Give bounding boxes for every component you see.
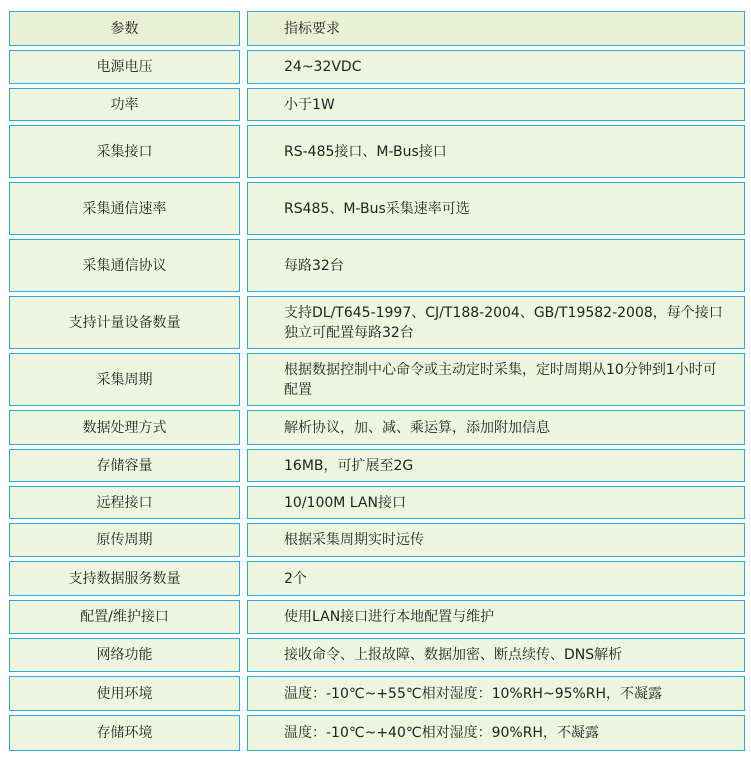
- param-label: 电源电压: [96, 59, 153, 75]
- table-row: [0, 182, 751, 235]
- table-row: [0, 676, 751, 711]
- header-param-label: 参数: [110, 20, 139, 37]
- value-cell: [247, 353, 745, 406]
- table-row: [0, 296, 751, 349]
- table-row: [0, 523, 751, 557]
- param-label: 配置/维护接口: [80, 609, 169, 625]
- param-label: 远程接口: [96, 494, 153, 511]
- value-text: 10/100M LAN接口: [284, 494, 406, 511]
- param-label: 存储容量: [96, 457, 153, 474]
- param-label: 存储环境: [96, 725, 153, 741]
- value-cell: [247, 239, 745, 292]
- value-text: 温度：-10℃~+55℃相对湿度：10%RH~95%RH，不凝露: [284, 685, 663, 702]
- value-text: RS485、M-Bus采集速率可选: [284, 200, 470, 217]
- table-row: [0, 50, 751, 84]
- value-cell: [247, 296, 745, 349]
- table-row: [0, 353, 751, 406]
- param-cell: [9, 182, 240, 235]
- value-cell: [247, 88, 745, 121]
- value-cell: [247, 50, 745, 84]
- param-label: 支持计量设备数量: [68, 314, 181, 331]
- param-cell: [9, 239, 240, 292]
- param-cell: [9, 600, 240, 634]
- param-label: 使用环境: [96, 685, 153, 702]
- value-text: 小于1W: [284, 96, 335, 113]
- param-cell: [9, 50, 240, 84]
- param-label: 原传周期: [96, 532, 153, 548]
- param-cell: [9, 638, 240, 672]
- value-cell: [247, 715, 745, 751]
- table-row: [0, 715, 751, 751]
- header-param-cell: [9, 11, 240, 46]
- param-cell: [9, 296, 240, 349]
- value-text: 2个: [284, 570, 307, 587]
- param-cell: [9, 486, 240, 519]
- header-value-cell: [247, 11, 745, 46]
- table-row: [0, 486, 751, 519]
- param-cell: [9, 410, 240, 445]
- value-cell: [247, 523, 745, 557]
- param-cell: [9, 88, 240, 121]
- value-text: 每路32台: [284, 257, 344, 274]
- value-text: 16MB，可扩展至2G: [284, 457, 414, 474]
- param-label: 数据处理方式: [82, 419, 167, 436]
- table-row: [0, 239, 751, 292]
- param-cell: [9, 125, 240, 178]
- param-label: 采集通信速率: [82, 200, 167, 217]
- value-text: 根据采集周期实时远传: [284, 532, 424, 548]
- param-label: 采集通信协议: [82, 257, 167, 274]
- param-label: 网络功能: [96, 647, 153, 663]
- table-row: [0, 638, 751, 672]
- table-row: [0, 410, 751, 445]
- value-cell: [247, 486, 745, 519]
- value-text: RS-485接口、M-Bus接口: [284, 143, 447, 160]
- value-text: 支持DL/T645-1997、CJ/T188-2004、GB/T19582-2008，每个接口独立可配置每路32台: [284, 304, 723, 341]
- param-label: 采集周期: [96, 371, 153, 388]
- value-text: 使用LAN接口进行本地配置与维护: [284, 609, 495, 625]
- value-text: 温度：-10℃~+40℃相对湿度：90%RH，不凝露: [284, 725, 599, 741]
- param-label: 功率: [110, 96, 139, 113]
- table-row: [0, 561, 751, 596]
- table-row: [0, 88, 751, 121]
- value-cell: [247, 600, 745, 634]
- param-cell: [9, 561, 240, 596]
- value-cell: [247, 676, 745, 711]
- table-header-row: [0, 11, 751, 46]
- value-cell: [247, 638, 745, 672]
- value-cell: [247, 449, 745, 482]
- param-cell: [9, 676, 240, 711]
- table-row: [0, 600, 751, 634]
- header-value-label: 指标要求: [284, 20, 340, 37]
- value-cell: [247, 125, 745, 178]
- param-label: 支持数据服务数量: [68, 570, 181, 587]
- table-row: [0, 449, 751, 482]
- value-text: 接收命令、上报故障、数据加密、断点续传、DNS解析: [284, 647, 623, 663]
- param-cell: [9, 523, 240, 557]
- value-cell: [247, 410, 745, 445]
- param-cell: [9, 353, 240, 406]
- table-row: [0, 125, 751, 178]
- param-label: 采集接口: [96, 143, 153, 160]
- value-text: 根据数据控制中心命令或主动定时采集，定时周期从10分钟到1小时可配置: [284, 361, 717, 398]
- value-cell: [247, 561, 745, 596]
- value-cell: [247, 182, 745, 235]
- value-text: 24~32VDC: [284, 59, 362, 75]
- param-cell: [9, 449, 240, 482]
- param-cell: [9, 715, 240, 751]
- value-text: 解析协议，加、减、乘运算，添加附加信息: [284, 419, 550, 436]
